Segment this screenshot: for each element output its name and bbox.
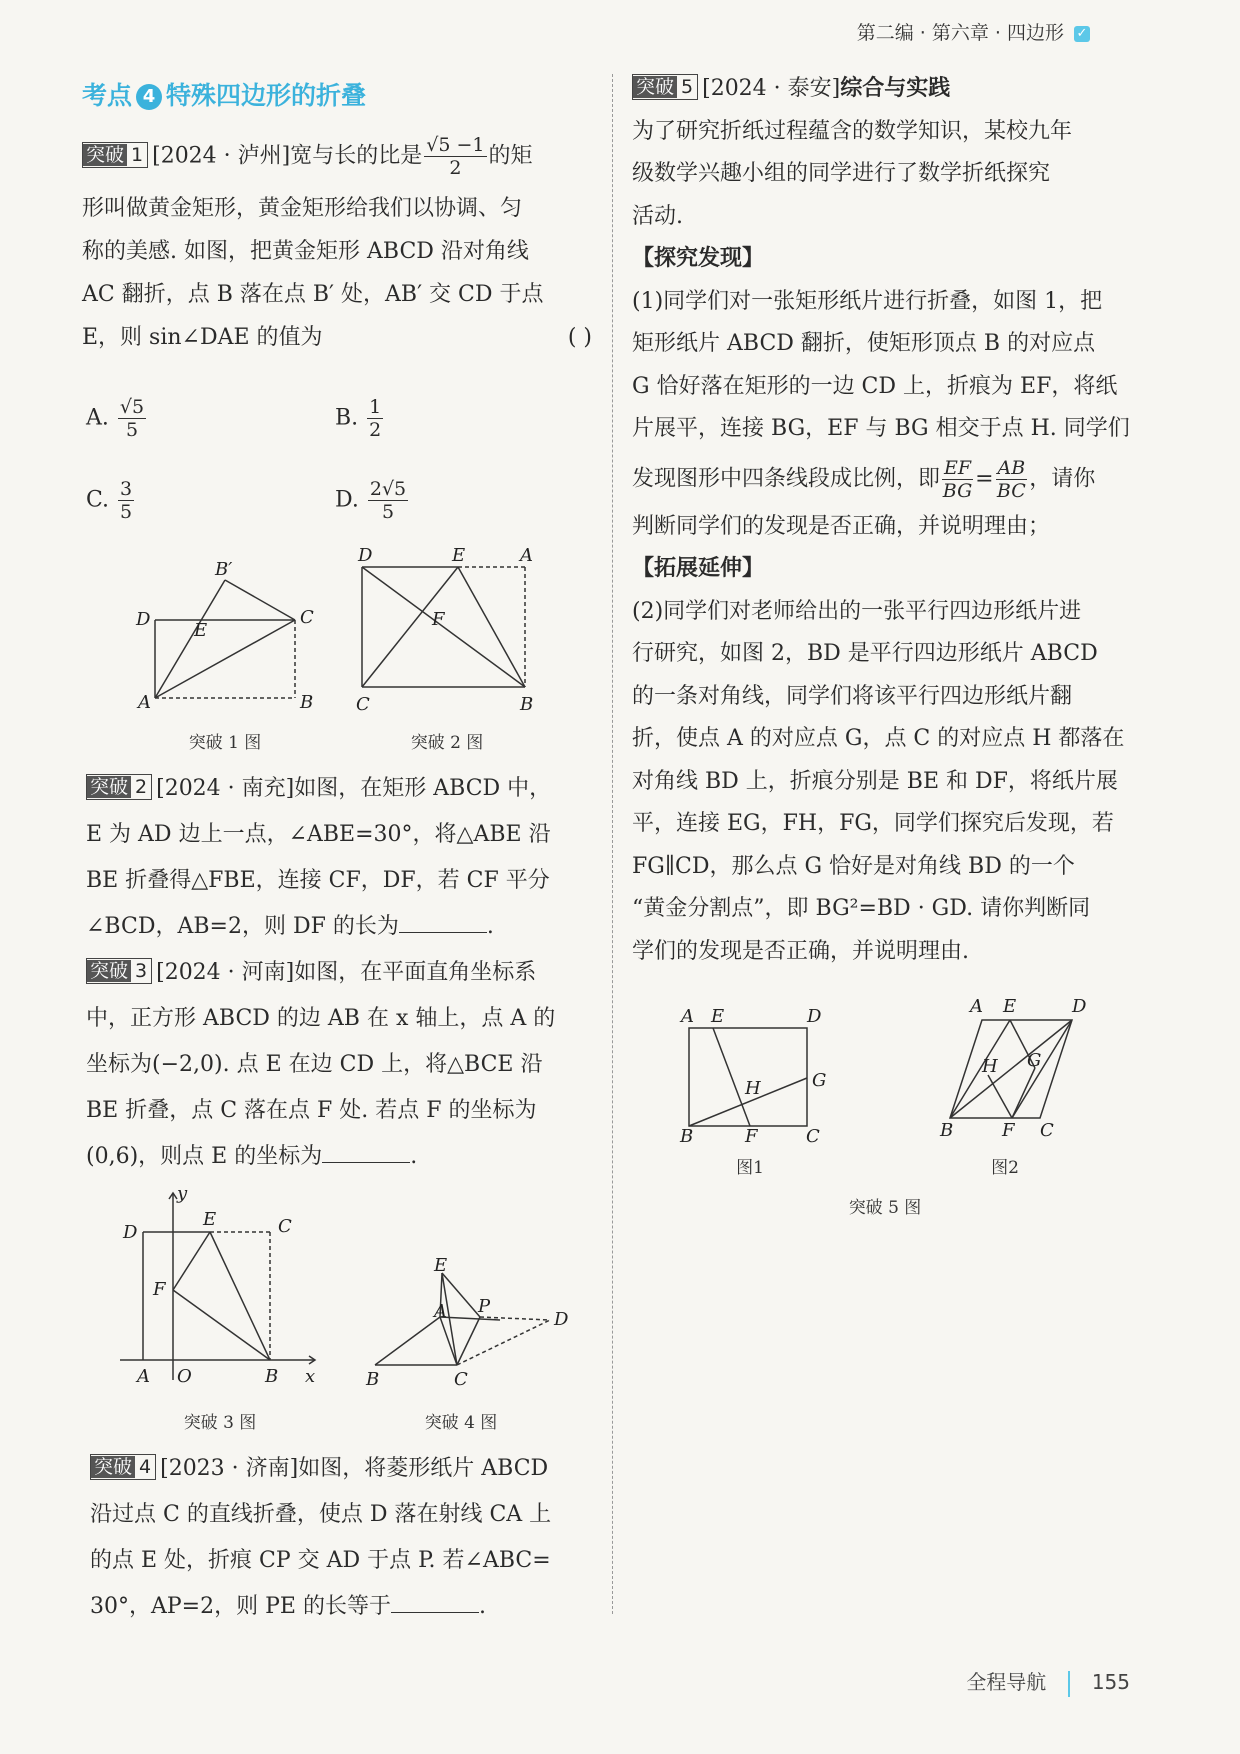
problem-4: 突破 4 [2023 · 济南]如图，将菱形纸片 ABCD 沿过点 C 的直线折叠，使点 D 落在射线 CA 上 的点 E 处，折痕 CP 交 AD 于点 P. 若∠ABC= 30°，AP=2，则 PE 的长等于 . [90,1446,600,1630]
label-c: C [300,607,314,628]
figure-1 [130,555,330,725]
problem-text: 称的美感. 如图，把黄金矩形 ABCD 沿对角线 [82,239,529,264]
label-o: O [177,1366,192,1385]
label-f: F [1002,1120,1015,1141]
problem-text: 判断同学们的发现是否正确，并说明理由； [632,513,1051,539]
label-e: E [203,1209,217,1230]
label-b: B [300,692,314,713]
problem-badge: 突破 1 [82,142,148,168]
option-a[interactable]: A. $\frac{√5}{5}$ [86,396,145,441]
problem-text: 中，正方形 ABCD 的边 AB 在 x 轴上，点 A 的 [86,1006,556,1031]
label-a: A [434,1301,447,1322]
problem-source: [2024 · 泰安] [702,76,841,101]
problem-text: 活动. [632,203,683,229]
figure-5-1 [675,1000,835,1145]
answer-blank[interactable] [391,1592,479,1613]
problem-5: 突破 5 [2024 · 泰安]综合与实践 为了研究折纸过程蕴含的数学知识，某校九年 级数学兴趣小组的同学进行了数学折纸探究 活动. 【探究发现】 (1)同学们对一张矩形纸片进行折叠，如图 1，把 矩形纸片 ABCD 翻折，使矩形顶点 B 的对应点 G 恰好落在矩形的一边 CD 上，折痕为 EF，将纸 片展平，连接 BG，EF 与 BG 相交于点 H. 同学们 发现图形中四条线段成比例，即 $\frac{EF}{BG}$ = $\frac{AB}{BC}$ ，请你 判断同学们的发现是否正确，并说明理由； 【拓展延伸】 (2)同学们对老师给出的一张平行四边形纸片进 行研究，如图 2，BD 是平行四边形纸片 ABCD 的一条对角线，同学们将该平行四边形纸片翻 折，使点 A 的对应点 G，点 C 的对应点 H 都落在 对角线 BD 上，折痕分别是 BE 和 DF，将纸片展 平，连接 EG，FH，FG，同学们探究后发现，若 FG∥CD，那么点 G 恰好是对角线 BD 的一个 “黄金分割点”，即 BG²=BD · GD. 请你判断同 学们的发现是否正确，并说明理由. [632,68,1137,973]
figure-5-caption: 突破 5 图 [848,1198,922,1218]
section-title [82,76,366,112]
label-b: B [520,694,534,715]
problem-text: 平，连接 EG，FH，FG，同学们探究后发现，若 [632,811,1114,836]
problem-text: 坐标为(−2,0). 点 E 在边 CD 上，将△BCE 沿 [86,1052,543,1077]
subheading-explore: 【探究发现】 [632,246,765,271]
figure-3-caption: 突破 3 图 [183,1413,257,1433]
column-divider [612,74,613,1614]
label-p: P [478,1296,491,1317]
problem-text: (0,6)，则点 E 的坐标为 [86,1144,323,1169]
label-a: A [138,692,151,713]
label-b: B [366,1369,380,1390]
problem-source: [2023 · 济南] [160,1456,299,1481]
problem-1 [82,134,592,359]
problem-text: AC 翻折，点 B 落在点 B′ 处，AB′ 交 CD 于点 [82,282,544,307]
problem-badge: 突破 4 [90,1454,156,1480]
label-d: D [1072,996,1087,1017]
problem-text: ∠BCD，AB=2，则 DF 的长为 [86,914,399,939]
label-c: C [278,1216,292,1237]
label-b: B [265,1366,279,1385]
figure-4 [360,1255,575,1395]
problem-tag: 综合与实践 [840,76,951,101]
problem-text: 如图，在矩形 ABCD 中， [294,776,552,801]
page-footer [966,1666,1130,1697]
problem-text: 对角线 BD 上，折痕分别是 BE 和 DF，将纸片展 [632,768,1118,794]
section-number: 4 [136,84,162,110]
problem-text: 沿过点 C 的直线折叠，使点 D 落在射线 CA 上 [90,1502,552,1527]
figure-2 [350,545,550,725]
problem-source: [2024 · 南充] [156,776,295,801]
label-c: C [356,694,370,715]
problem-text: 如图，将菱形纸片 ABCD [298,1456,549,1481]
problem-text: 的一条对角线，同学们将该平行四边形纸片翻 [632,683,1073,709]
footer-brand: 全程导航 [966,1670,1047,1694]
figure-2-caption: 突破 2 图 [410,733,484,753]
problem-badge: 突破 3 [86,958,152,984]
problem-text: E，则 sin∠DAE 的值为 [82,325,323,350]
problem-text: BE 折叠，点 C 落在点 F 处. 若点 F 的坐标为 [86,1098,537,1123]
figure-5-1-label: 图1 [736,1158,764,1178]
problem-badge: 突破 5 [632,74,698,100]
option-c[interactable]: C. $\frac{3}{5}$ [86,478,133,523]
section-heading: 特殊四边形的折叠 [166,81,367,110]
problem-text: (2)同学们对老师给出的一张平行四边形纸片进 [632,598,1082,624]
page-header [857,18,1090,45]
fraction: $\frac{√5 -1}{2}$ [426,134,485,179]
footer-divider [1068,1671,1070,1697]
figure-5-2 [930,990,1105,1145]
figure-1-caption: 突破 1 图 [188,733,262,753]
label-e: E [194,620,208,641]
label-d: D [554,1309,569,1330]
problem-text: “黄金分割点”，即 BG²=BD · GD. 请你判断同 [632,896,1091,921]
figure-3 [115,1185,325,1385]
problem-source: [2024 · 泸州] [152,143,291,169]
label-y: y [177,1185,188,1204]
label-d: D [807,1006,822,1027]
problem-text: 的矩 [488,143,533,169]
problem-text: 的点 E 处，折痕 CP 交 AD 于点 P. 若∠ABC= [90,1548,551,1573]
problem-text: 30°，AP=2，则 PE 的长等于 [90,1594,391,1619]
label-e: E [711,1006,725,1027]
problem-3: 突破 3 [2024 · 河南]如图，在平面直角坐标系 中，正方形 ABCD 的边 AB 在 x 轴上，点 A 的 坐标为(−2,0). 点 E 在边 CD 上，将△BCE 沿 BE 折叠，点 C 落在点 F 处. 若点 F 的坐标为 (0,6)，则点 E 的坐标为 . [86,950,596,1180]
problem-text: 形叫做黄金矩形，黄金矩形给我们以协调、匀 [82,196,523,221]
answer-blank[interactable] [399,912,487,933]
label-f: F [153,1279,166,1300]
label-h: H [745,1078,761,1099]
label-d: D [358,545,373,566]
figure-5-2-label: 图2 [991,1158,1019,1178]
problem-text: (1)同学们对一张矩形纸片进行折叠，如图 1，把 [632,288,1103,314]
problem-text: 片展平，连接 BG，EF 与 BG 相交于点 H. 同学们 [632,416,1130,441]
label-a: A [970,996,983,1017]
problem-text: BE 折叠得△FBE，连接 CF，DF，若 CF 平分 [86,868,550,893]
problem-text: E 为 AD 边上一点，∠ABE=30°，将△ABE 沿 [86,822,551,847]
figure-4-caption: 突破 4 图 [424,1413,498,1433]
problem-text: FG∥CD，那么点 G 恰好是对角线 BD 的一个 [632,853,1075,879]
problem-text: G 恰好落在矩形的一边 CD 上，折痕为 EF，将纸 [632,373,1118,399]
label-f: F [745,1126,758,1145]
label-b: B [940,1120,954,1141]
fraction-ab-bc: $\frac{AB}{BC}$ [996,456,1026,502]
page-number: 155 [1091,1670,1130,1694]
label-e: E [452,545,466,566]
problem-text: 级数学兴趣小组的同学进行了数学折纸探究 [632,161,1051,186]
problem-text: 发现图形中四条线段成比例，即 [632,466,941,491]
problem-badge: 突破 2 [86,774,152,800]
option-d[interactable]: D. $\frac{2√5}{5}$ [335,478,407,523]
label-c: C [1040,1120,1054,1141]
label-a: A [681,1006,694,1027]
label-c: C [454,1369,468,1390]
label-b: B [680,1126,694,1145]
problem-text: 矩形纸片 ABCD 翻折，使矩形顶点 B 的对应点 [632,331,1096,356]
label-f: F [432,609,445,630]
label-g: G [812,1070,827,1091]
problem-text: 宽与长的比是 [290,143,423,169]
problem-text: 学们的发现是否正确，并说明理由. [632,938,969,964]
problem-2: 突破 2 [2024 · 南充]如图，在矩形 ABCD 中， E 为 AD 边上一点，∠ABE=30°，将△ABE 沿 BE 折叠得△FBE，连接 CF，DF，若 CF 平分 ∠BCD，AB=2，则 DF 的长为 . [86,766,596,950]
section-prefix: 考点 [82,81,133,110]
problem-text: 为了研究折纸过程蕴含的数学知识，某校九年 [632,118,1073,144]
label-d: D [136,609,151,630]
problem-text: 折，使点 A 的对应点 G，点 C 的对应点 H 都落在 [632,726,1125,751]
subheading-extend: 【拓展延伸】 [632,556,765,581]
problem-text: 行研究，如图 2，BD 是平行四边形纸片 ABCD [632,641,1098,666]
label-a: A [520,545,533,566]
label-bprime: B′ [215,559,233,580]
label-e: E [434,1255,448,1276]
chapter-breadcrumb: 第二编 · 第六章 · 四边形 [856,22,1064,44]
label-e: E [1003,996,1017,1017]
label-c: C [806,1126,820,1145]
label-g: G [1027,1050,1042,1071]
fraction-ef-bg: $\frac{EF}{BG}$ [942,456,973,502]
label-h: H [982,1056,998,1077]
answer-paren: ( ) [567,325,592,350]
label-x: x [305,1366,316,1385]
answer-blank[interactable] [322,1142,410,1163]
problem-text: 如图，在平面直角坐标系 [294,960,537,985]
label-a: A [137,1366,150,1385]
label-d: D [123,1222,138,1243]
option-b[interactable]: B. $\frac{1}{2}$ [335,396,382,441]
problem-source: [2024 · 河南] [156,960,295,985]
check-icon: ✓ [1074,26,1090,42]
